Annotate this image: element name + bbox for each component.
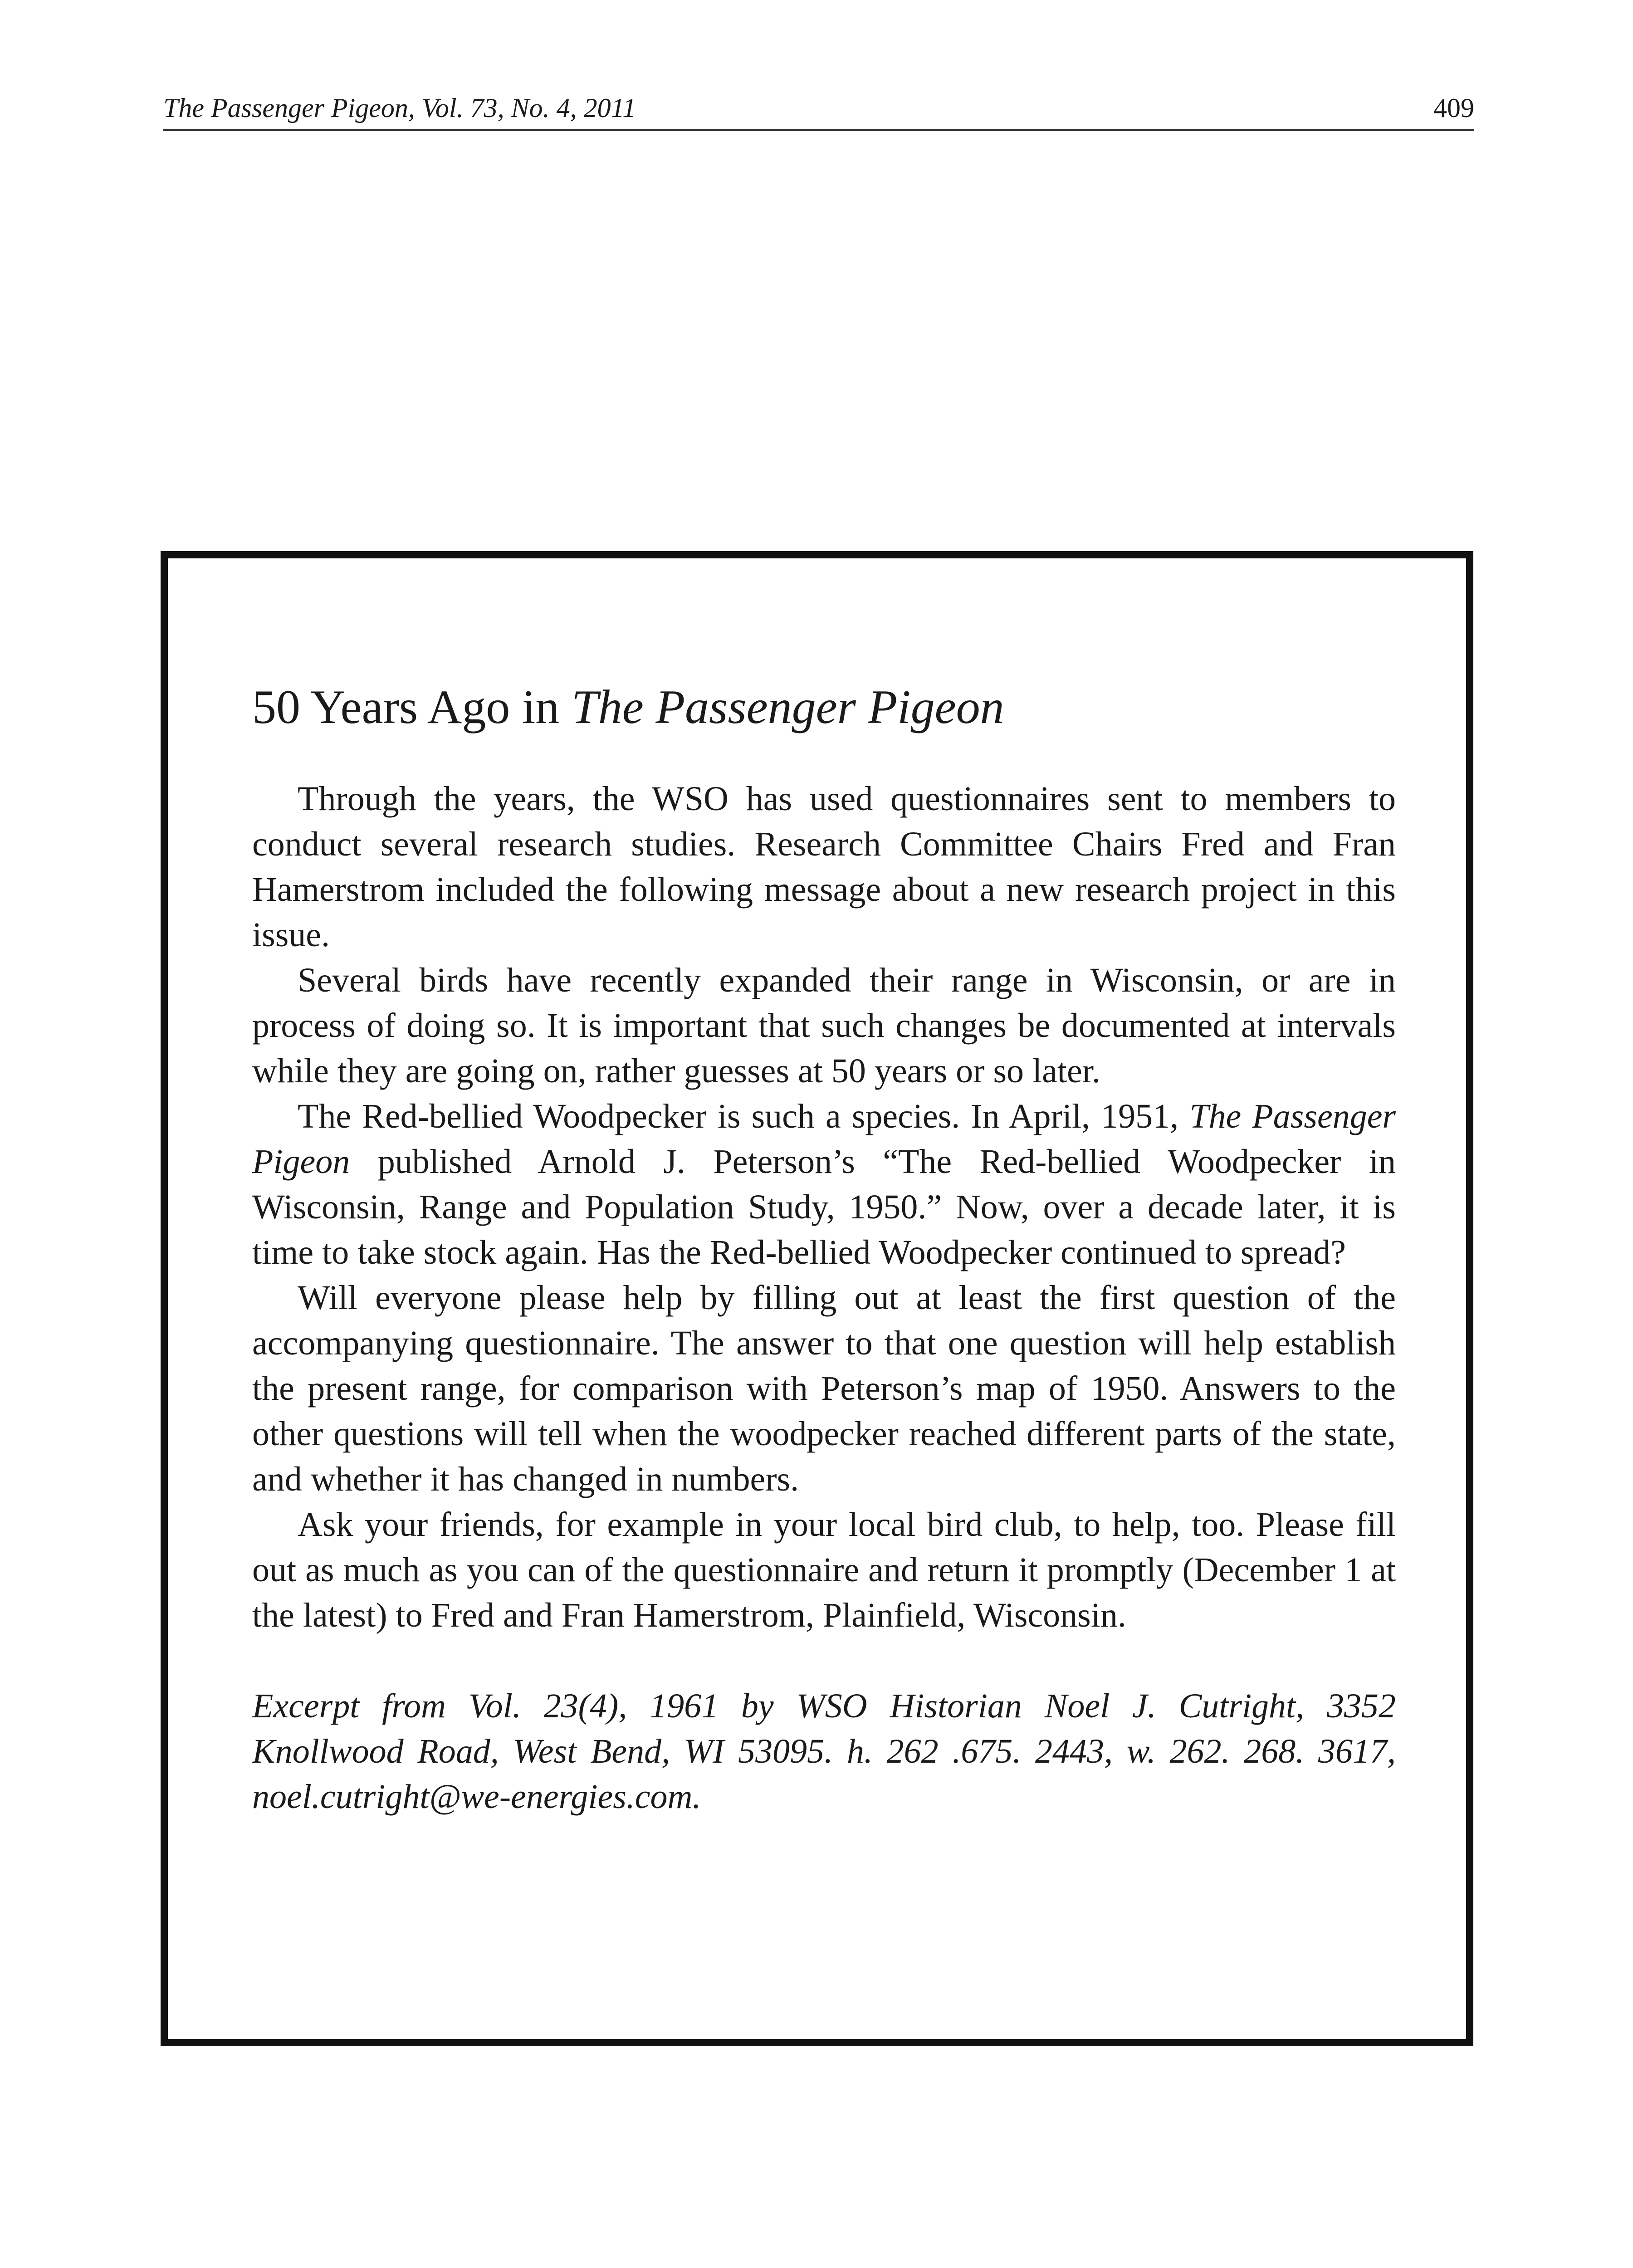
article-title-journal: The Passenger Pigeon	[571, 680, 1004, 733]
paragraph-range-expansion: Several birds have recently expanded their range in Wisconsin, or are in process of doing so. It is important that such changes be documented at intervals while they are going on, rather guesses at 50 years or so later.	[252, 961, 1396, 1090]
article-title	[252, 681, 1004, 734]
paragraph-intro: Through the years, the WSO has used questionnaires sent to members to conduct several research studies. Research Committee Chairs Fred and Fran Hamerstrom included the following message about a new research project in this issue.	[252, 780, 1396, 954]
paragraph-questionnaire-request: Will everyone please help by filling out at least the first question of the accompanying questionnaire. The answer to that one question will help establish the present range, for comparison with Peterson’s map of 1950. Answers to the other questions will tell when the woodpecker reached different parts of the state, and whether it has changed in numbers.	[252, 1279, 1396, 1498]
paragraph-ask-friends: Ask your friends, for example in your local bird club, to help, too. Please fill out as much as you can of the questionnaire and return it promptly (December 1 at the latest) to Fred and Fran Hamerstrom, Plainfield, Wisconsin.	[252, 1505, 1396, 1634]
paragraph-red-bellied-woodpecker	[252, 1094, 1396, 1275]
running-head	[163, 86, 1474, 131]
article-body	[252, 776, 1396, 1819]
journal-reference: The Passenger Pigeon, Vol. 73, No. 4, 2011	[163, 93, 636, 123]
page-number: 409	[1433, 93, 1474, 123]
boxed-article	[161, 551, 1473, 2046]
paragraph-3-text-after: published Arnold J. Peterson’s “The Red-bellied Woodpecker in Wisconsin, Range and Population Study, 1950.” Now, over a decade later, it is time to take stock again. Has the Red-bellied Woodpecker continued to spread?	[252, 1143, 1396, 1271]
paragraph-3-text-before: The Red-bellied Woodpecker is such a species. In April, 1951,	[298, 1097, 1190, 1135]
excerpt-note: Excerpt from Vol. 23(4), 1961 by WSO Historian Noel J. Cutright, 3352 Knollwood Road, West Bend, WI 53095. h. 262 .675. 2443, w. 262. 268. 3617, noel.cutright@we-energies.com.	[252, 1687, 1396, 1816]
paragraph-3-journal-italic: The Passenger Pigeon	[252, 1097, 1396, 1181]
article-title-prefix: 50 Years Ago in	[252, 680, 572, 733]
